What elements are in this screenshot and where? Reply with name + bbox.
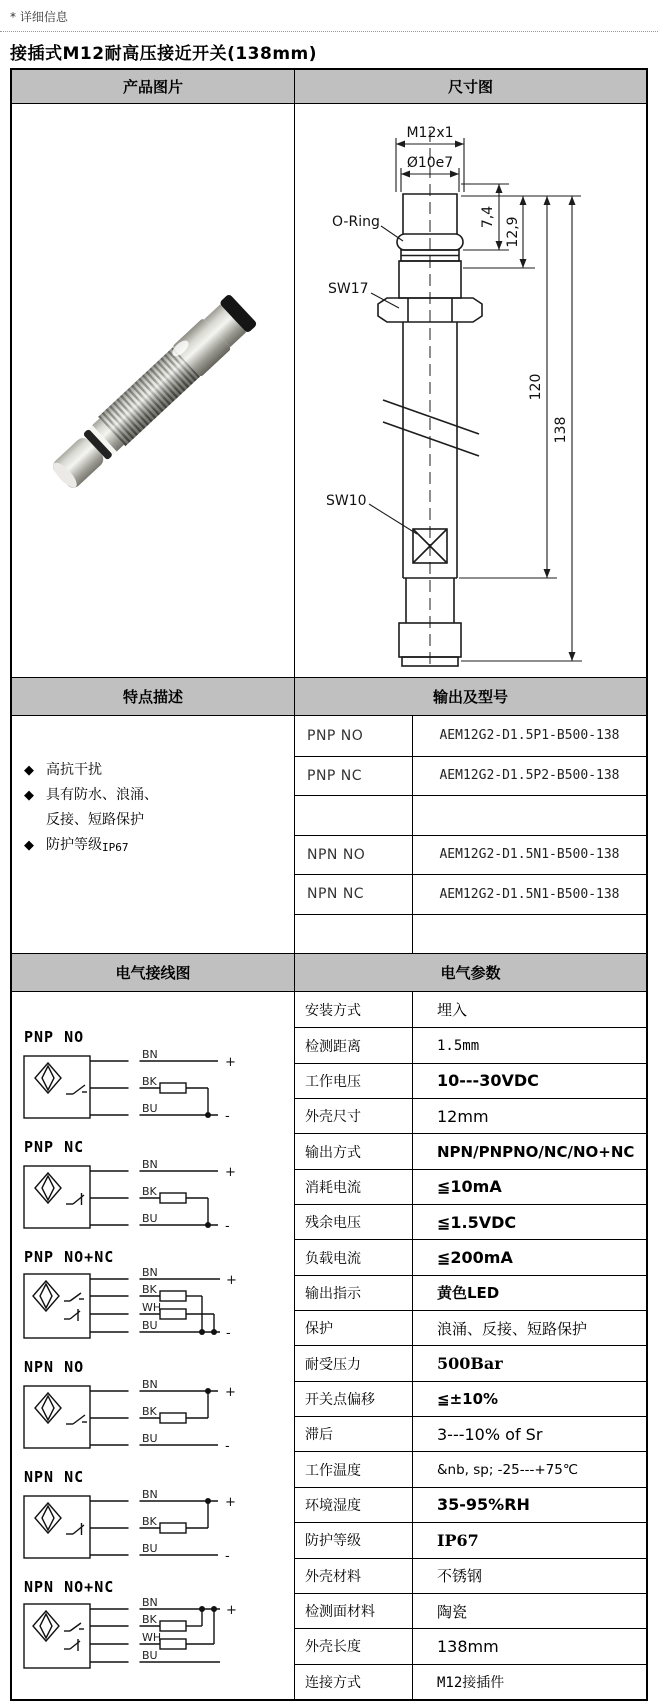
param-label: 消耗电流 — [295, 1170, 413, 1204]
wire-label-bu: BU — [142, 1102, 158, 1115]
bullet-icon: ◆ — [24, 838, 34, 853]
param-value: 陶瓷 — [437, 1602, 468, 1621]
sensor-photo-image — [12, 104, 295, 677]
param-value: NPN/PNPNO/NC/NO+NC — [437, 1142, 635, 1161]
feature-text: 反接、短路保护 — [46, 812, 144, 828]
diagram-title: PNP NO — [24, 1028, 85, 1046]
dim-label-sw17: SW17 — [328, 281, 369, 297]
diagram-title: NPN NC — [24, 1468, 85, 1486]
param-label: 保护 — [295, 1311, 413, 1345]
feature-text: 高抗干扰 — [46, 762, 102, 778]
minus-terminal: - — [225, 1109, 230, 1124]
table-row — [295, 1239, 646, 1274]
plus-terminal: + — [225, 1385, 236, 1400]
param-label: 连接方式 — [295, 1665, 413, 1699]
output-type — [295, 915, 413, 954]
model-number: AEM12G2-D1.5P2-B500-138 — [439, 768, 620, 784]
wire-label-bn: BN — [142, 1378, 158, 1391]
dim-label-thread: M12x1 — [406, 125, 454, 141]
param-value: 3---10% of Sr — [437, 1424, 543, 1444]
table-row — [295, 874, 646, 914]
wire-label-bn: BN — [142, 1598, 158, 1609]
diagram-title: PNP NC — [24, 1138, 85, 1156]
minus-terminal: - — [225, 1439, 230, 1454]
dim-label-diameter: Ø10e7 — [406, 155, 454, 171]
param-label: 环境湿度 — [295, 1488, 413, 1522]
table-row — [295, 1345, 646, 1380]
plus-terminal: + — [225, 1055, 236, 1070]
feature-item — [12, 783, 294, 808]
table-row — [295, 1522, 646, 1557]
param-value: 不锈钢 — [437, 1567, 483, 1586]
output-type: PNP NO — [295, 716, 413, 756]
wiring-diagram-npn-nc — [22, 1468, 294, 1572]
bullet-icon: ◆ — [24, 763, 34, 778]
table-row — [295, 1204, 646, 1239]
wire-label-bk: BK — [142, 1075, 157, 1088]
param-value: &nb, sp; -25---+75℃ — [437, 1461, 578, 1478]
output-model-table — [295, 716, 646, 953]
minus-terminal: - — [225, 1549, 230, 1564]
wire-label-bk: BK — [142, 1515, 157, 1528]
wiring-diagram-npn-no-nc — [22, 1578, 294, 1682]
param-label: 负载电流 — [295, 1240, 413, 1274]
output-type — [295, 796, 413, 835]
table-row — [295, 716, 646, 756]
diagram-title: NPN NO+NC — [24, 1578, 115, 1596]
wiring-diagram-pnp-nc — [22, 1138, 294, 1242]
pnp-no-nc-circuit — [22, 1268, 257, 1348]
npn-nc-circuit — [22, 1488, 257, 1568]
wiring-diagrams — [12, 992, 295, 1699]
wire-label-bn: BN — [142, 1158, 158, 1171]
table-row — [295, 992, 646, 1027]
wire-label-bu: BU — [142, 1432, 158, 1445]
param-label: 外壳长度 — [295, 1629, 413, 1663]
plus-terminal: + — [226, 1273, 237, 1288]
table-row — [295, 1558, 646, 1593]
param-value: 1.5mm — [437, 1037, 480, 1054]
bullet-icon: ◆ — [24, 788, 34, 803]
table-row — [295, 756, 646, 796]
param-value: ≦10mA — [437, 1177, 502, 1197]
table-row — [295, 1664, 646, 1699]
header-dimension-diagram: 尺寸图 — [295, 70, 646, 103]
param-value: ≦200mA — [437, 1248, 513, 1268]
param-value: 10---30VDC — [437, 1071, 539, 1091]
output-type: NPN NC — [295, 875, 413, 914]
param-label: 外壳材料 — [295, 1559, 413, 1593]
model-number: AEM12G2-D1.5P1-B500-138 — [439, 728, 620, 744]
model-number — [413, 796, 646, 835]
wire-label-wh: WH — [142, 1631, 162, 1644]
dim-label-7-4: 7,4 — [480, 205, 496, 229]
wire-label-bn: BN — [142, 1048, 158, 1061]
param-value: 黄色LED — [437, 1284, 500, 1303]
param-label: 检测面材料 — [295, 1594, 413, 1628]
param-label: 外壳尺寸 — [295, 1099, 413, 1133]
wire-label-bu: BU — [142, 1649, 158, 1662]
param-value: 埋入 — [437, 1001, 468, 1020]
plus-terminal: + — [225, 1165, 236, 1180]
wire-label-wh: WH — [142, 1301, 162, 1314]
model-number — [413, 915, 646, 954]
feature-item: ◆ 防护等级 IP67 — [12, 833, 294, 860]
page-title: 接插式M12耐高压接近开关(138mm) — [10, 44, 318, 64]
table-row — [295, 1593, 646, 1628]
wiring-diagram-npn-no — [22, 1358, 294, 1462]
wire-label-bu: BU — [142, 1542, 158, 1555]
dimension-drawing — [295, 104, 646, 677]
param-label: 工作温度 — [295, 1452, 413, 1486]
minus-terminal: - — [225, 1219, 230, 1234]
plus-terminal: + — [226, 1603, 237, 1618]
table-row — [295, 1063, 646, 1098]
feature-item — [12, 808, 294, 833]
model-number: AEM12G2-D1.5N1-B500-138 — [439, 847, 620, 863]
features-list — [12, 716, 295, 953]
spec-table — [10, 68, 648, 1701]
table-row — [295, 1451, 646, 1486]
param-label: 滞后 — [295, 1417, 413, 1451]
param-value: 12mm — [437, 1106, 489, 1126]
param-label: 输出指示 — [295, 1276, 413, 1310]
header-product-image: 产品图片 — [12, 70, 295, 103]
param-label: 防护等级 — [295, 1523, 413, 1557]
table-row — [295, 1275, 646, 1310]
model-number: AEM12G2-D1.5N1-B500-138 — [439, 886, 620, 902]
wire-label-bu: BU — [142, 1212, 158, 1225]
table-row — [295, 1027, 646, 1062]
dim-label-120: 120 — [528, 373, 544, 401]
wire-label-bk: BK — [142, 1185, 157, 1198]
dimension-drawing-svg — [295, 104, 646, 677]
npn-no-circuit — [22, 1378, 257, 1458]
table-row — [295, 1310, 646, 1345]
table-row — [295, 1487, 646, 1522]
table-row — [295, 1628, 646, 1663]
dim-label-sw10: SW10 — [326, 493, 367, 509]
param-value: 浪涌、反接、短路保护 — [437, 1319, 588, 1338]
wiring-diagram-pnp-no — [22, 1028, 294, 1132]
pnp-nc-circuit — [22, 1158, 257, 1238]
param-label: 安装方式 — [295, 992, 413, 1027]
diagram-title: PNP NO+NC — [24, 1248, 115, 1266]
electrical-params-table — [295, 992, 646, 1699]
wire-label-bu: BU — [142, 1319, 158, 1332]
table-row — [295, 1416, 646, 1451]
dim-label-138: 138 — [553, 416, 569, 444]
param-label: 开关点偏移 — [295, 1382, 413, 1416]
param-label: 检测距离 — [295, 1028, 413, 1062]
param-value: 35-95%RH — [437, 1495, 530, 1515]
header-wiring-diagram: 电气接线图 — [12, 954, 295, 991]
wire-label-bk: BK — [142, 1613, 157, 1626]
feature-item — [12, 758, 294, 783]
dim-label-oring: O-Ring — [332, 214, 380, 230]
product-photo — [12, 104, 295, 677]
minus-terminal: - — [226, 1326, 231, 1341]
npn-no-nc-circuit — [22, 1598, 257, 1678]
wire-label-bn: BN — [142, 1488, 158, 1501]
param-value: IP67 — [437, 1530, 479, 1550]
table-row — [295, 914, 646, 954]
table-row — [295, 1169, 646, 1204]
param-value: 138mm — [437, 1636, 499, 1656]
param-value: ≦1.5VDC — [437, 1212, 517, 1232]
wire-label-bn: BN — [142, 1268, 158, 1279]
output-type: PNP NC — [295, 757, 413, 796]
param-value: 500Bar — [437, 1354, 503, 1374]
feature-text: 防护等级 — [46, 837, 102, 853]
plus-terminal: + — [225, 1495, 236, 1510]
feature-text: 具有防水、浪涌、 — [46, 787, 158, 803]
table-row — [295, 1381, 646, 1416]
detail-note: * 详细信息 — [10, 10, 68, 24]
header-output-model: 输出及型号 — [295, 678, 646, 715]
header-electrical-params: 电气参数 — [295, 954, 646, 991]
table-row — [295, 1133, 646, 1168]
param-value: M12接插件 — [437, 1674, 505, 1691]
param-label: 工作电压 — [295, 1064, 413, 1098]
diagram-title: NPN NO — [24, 1358, 85, 1376]
wire-label-bk: BK — [142, 1283, 157, 1296]
param-label: 残余电压 — [295, 1205, 413, 1239]
table-row — [295, 795, 646, 835]
pnp-no-circuit — [22, 1048, 257, 1128]
table-row — [295, 1098, 646, 1133]
output-type: NPN NO — [295, 836, 413, 875]
param-value: ≦±10% — [437, 1389, 499, 1408]
table-row — [295, 835, 646, 875]
header-features: 特点描述 — [12, 678, 295, 715]
bullet-icon — [24, 808, 46, 833]
param-label: 输出方式 — [295, 1134, 413, 1168]
param-label: 耐受压力 — [295, 1346, 413, 1380]
dim-label-12-9: 12,9 — [505, 216, 521, 248]
wiring-diagram-pnp-no-nc — [22, 1248, 294, 1352]
wire-label-bk: BK — [142, 1405, 157, 1418]
